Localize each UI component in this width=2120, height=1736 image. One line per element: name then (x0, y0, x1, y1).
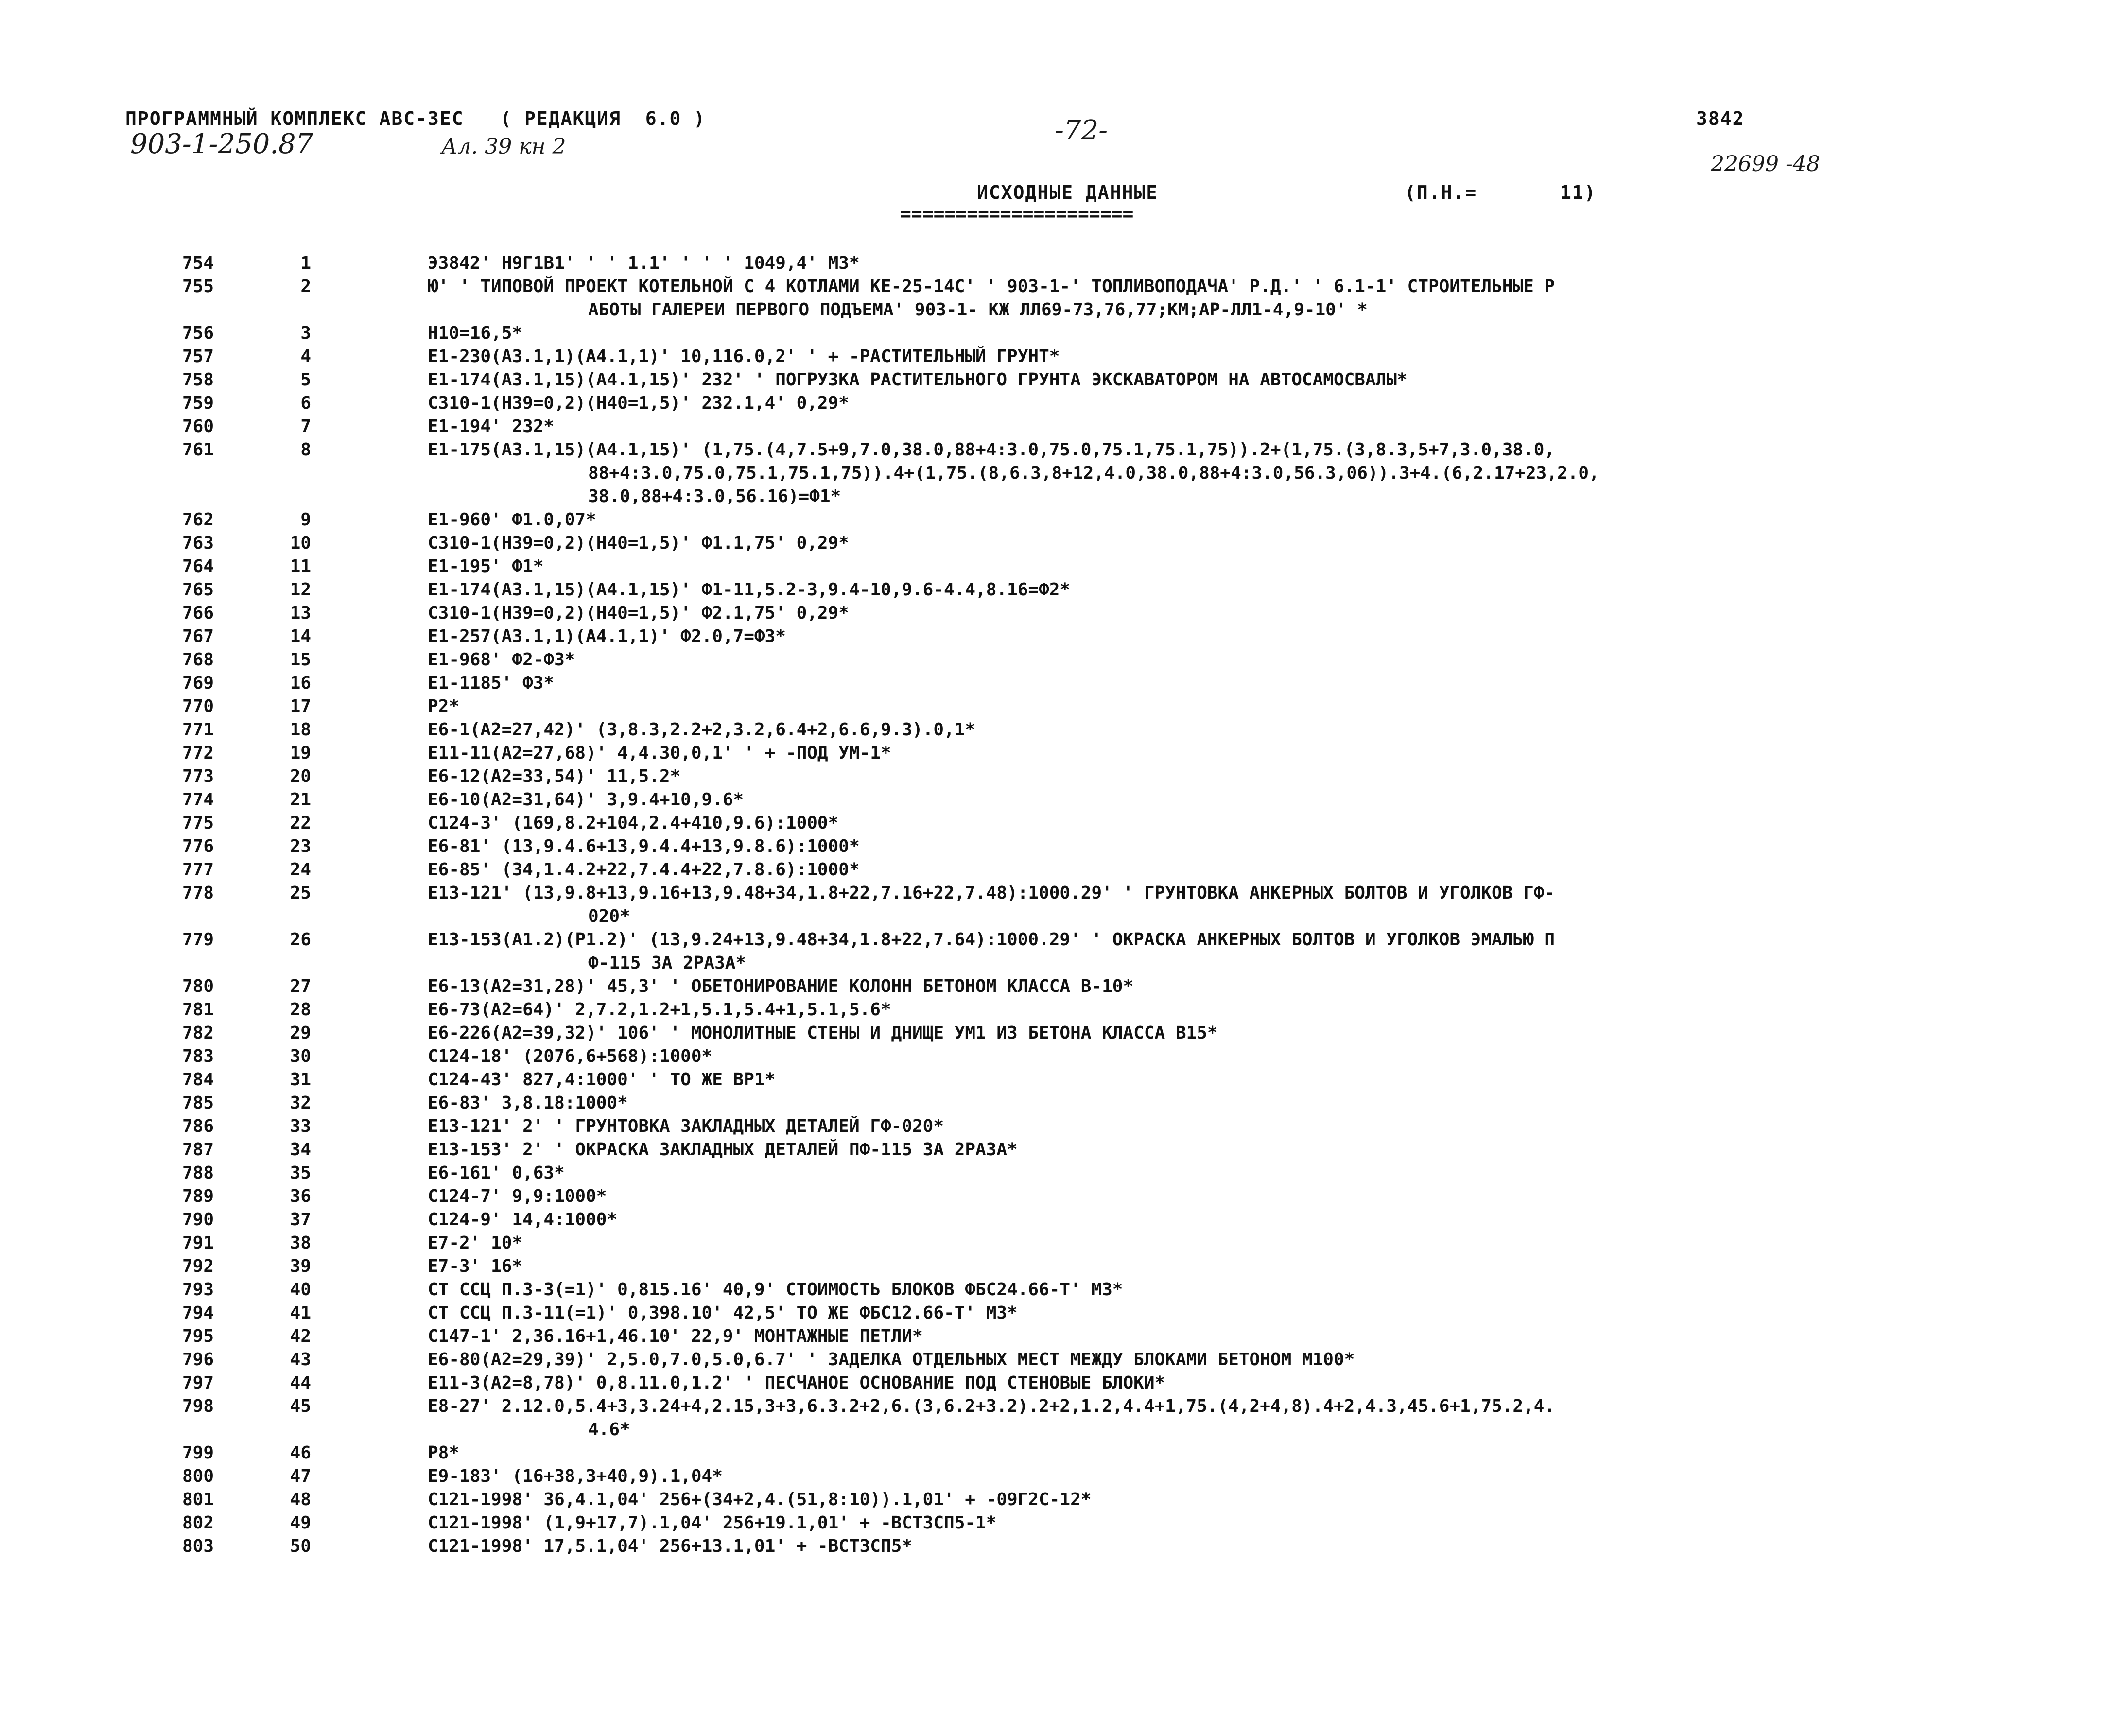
row-text (428, 1302, 1983, 1325)
row-sequence-number: 801 (182, 1490, 214, 1510)
row-text (428, 998, 1983, 1022)
row-line-number: 41 (290, 1303, 311, 1323)
row-text (428, 765, 1983, 788)
row-text (428, 788, 1983, 812)
listing-row (0, 858, 2120, 882)
row-text-line: С124-9' 14,4:1000* (428, 1210, 618, 1230)
row-text-line: Е6-85' (34,1.4.2+22,7.4.4+22,7.8.6):1000* (428, 860, 860, 880)
listing-row (0, 1255, 2120, 1278)
row-text (428, 1255, 1983, 1278)
row-line-number: 13 (290, 603, 311, 623)
source-listing (0, 252, 2120, 1558)
listing-row (0, 1395, 2120, 1441)
row-sequence-number: 781 (182, 1000, 214, 1020)
row-line-number: 6 (300, 393, 311, 413)
row-text-line: Е6-83' 3,8.18:1000* (428, 1093, 628, 1113)
row-line-number: 21 (290, 790, 311, 810)
row-text (428, 1045, 1983, 1068)
row-sequence-number: 780 (182, 976, 214, 996)
row-text (428, 392, 1983, 415)
row-line-number: 3 (300, 323, 311, 343)
listing-row (0, 368, 2120, 392)
row-sequence-number: 759 (182, 393, 214, 413)
row-text-line: Е6-161' 0,63* (428, 1163, 565, 1183)
row-sequence-number: 776 (182, 836, 214, 856)
listing-row (0, 415, 2120, 438)
row-line-number: 35 (290, 1163, 311, 1183)
row-line-number: 30 (290, 1046, 311, 1066)
row-text-line: Е6-226(А2=39,32)' 106' ' МОНОЛИТНЫЕ СТЕНЫ И ДНИЩЕ УМ1 ИЗ БЕТОНА КЛАССА В15* (428, 1023, 1218, 1043)
listing-row (0, 1302, 2120, 1325)
row-text (428, 718, 1983, 742)
row-line-number: 10 (290, 533, 311, 553)
listing-row (0, 555, 2120, 578)
row-sequence-number: 782 (182, 1023, 214, 1043)
row-text-line: Е1-174(А3.1,15)(А4.1,15)' 232' ' ПОГРУЗКА РАСТИТЕЛЬНОГО ГРУНТА ЭКСКАВАТОРОМ НА АВТОСАМОСВАЛЫ* (428, 370, 1408, 390)
row-line-number: 15 (290, 650, 311, 670)
row-text-line: Е11-3(А2=8,78)' 0,8.11.0,1.2' ' ПЕСЧАНОЕ ОСНОВАНИЕ ПОД СТЕНОВЫЕ БЛОКИ* (428, 1373, 1165, 1393)
row-sequence-number: 777 (182, 860, 214, 880)
row-text (428, 532, 1983, 555)
listing-row (0, 1232, 2120, 1255)
row-text (428, 1138, 1983, 1162)
row-text-line: Е6-1(А2=27,42)' (3,8.3,2.2+2,3.2,6.4+2,6.6,9.3).0,1* (428, 720, 976, 740)
row-line-number: 45 (290, 1396, 311, 1416)
row-text-line: Е1-175(А3.1,15)(А4.1,15)' (1,75.(4,7.5+9,7.0,38.0,88+4:3.0,75.0,75.1,75.1,75)).2+(1,75.(3,8.3,5+7,3.0,38.0, (428, 440, 1555, 460)
row-text-line: С124-3' (169,8.2+104,2.4+410,9.6):1000* (428, 813, 839, 833)
row-sequence-number: 783 (182, 1046, 214, 1066)
row-text-line: Е9-183' (16+38,3+40,9).1,04* (428, 1466, 723, 1486)
row-text-line: Е6-81' (13,9.4.6+13,9.4.4+13,9.8.6):1000* (428, 836, 860, 856)
listing-row (0, 928, 2120, 975)
row-sequence-number: 785 (182, 1093, 214, 1113)
row-line-number: 31 (290, 1070, 311, 1090)
listing-row (0, 998, 2120, 1022)
row-line-number: 20 (290, 766, 311, 786)
row-sequence-number: 791 (182, 1233, 214, 1253)
row-text (428, 1278, 1983, 1302)
row-sequence-number: 797 (182, 1373, 214, 1393)
row-line-number: 46 (290, 1443, 311, 1463)
row-line-number: 49 (290, 1513, 311, 1533)
pn-label: (П.Н.= (1405, 182, 1477, 203)
row-line-number: 11 (290, 556, 311, 576)
row-sequence-number: 773 (182, 766, 214, 786)
row-text (428, 1348, 1983, 1371)
listing-row (0, 1511, 2120, 1535)
row-sequence-number: 760 (182, 417, 214, 436)
row-line-number: 7 (300, 417, 311, 436)
row-text (428, 1511, 1983, 1535)
row-text-line: С121-1998' (1,9+17,7).1,04' 256+19.1,01' + -ВСТ3СП5-1* (428, 1513, 997, 1533)
section-title: ИСХОДНЫЕ ДАННЫЕ (977, 182, 1159, 203)
row-text-line: Е1-230(А3.1,1)(А4.1,1)' 10,116.0,2' ' + -РАСТИТЕЛЬНЫЙ ГРУНТ* (428, 347, 1060, 366)
row-sequence-number: 778 (182, 883, 214, 903)
row-line-number: 17 (290, 696, 311, 716)
row-text-line: Е1-257(А3.1,1)(А4.1,1)' Ф2.0,7=Ф3* (428, 626, 786, 646)
row-text-line: С121-1998' 17,5.1,04' 256+13.1,01' + -ВСТ3СП5* (428, 1536, 912, 1556)
row-line-number: 36 (290, 1186, 311, 1206)
row-line-number: 12 (290, 580, 311, 600)
listing-row (0, 438, 2120, 508)
row-sequence-number: 795 (182, 1326, 214, 1346)
row-text (428, 275, 1983, 322)
listing-row (0, 1068, 2120, 1092)
listing-row (0, 1441, 2120, 1465)
row-text (428, 695, 1983, 718)
row-text-line: С124-7' 9,9:1000* (428, 1186, 607, 1206)
listing-row (0, 1488, 2120, 1511)
listing-row (0, 742, 2120, 765)
row-text (428, 975, 1983, 998)
row-text (428, 1535, 1983, 1558)
row-sequence-number: 799 (182, 1443, 214, 1463)
row-line-number: 18 (290, 720, 311, 740)
row-text-line: Е1-174(А3.1,15)(А4.1,15)' Ф1-11,5.2-3,9.4-10,9.6-4.4,8.16=Ф2* (428, 580, 1071, 600)
row-text (428, 882, 1983, 928)
row-text-continuation: 020* (588, 906, 630, 926)
row-line-number: 9 (300, 510, 311, 530)
row-sequence-number: 775 (182, 813, 214, 833)
row-text-line: С121-1998' 36,4.1,04' 256+(34+2,4.(51,8:10)).1,01' + -09Г2С-12* (428, 1490, 1092, 1510)
row-text (428, 858, 1983, 882)
row-line-number: 38 (290, 1233, 311, 1253)
row-sequence-number: 757 (182, 347, 214, 366)
listing-row (0, 345, 2120, 368)
row-sequence-number: 802 (182, 1513, 214, 1533)
listing-row (0, 718, 2120, 742)
row-line-number: 14 (290, 626, 311, 646)
row-line-number: 26 (290, 930, 311, 950)
row-text-line: Е1-960' Ф1.0,07* (428, 510, 596, 530)
row-sequence-number: 758 (182, 370, 214, 390)
row-line-number: 44 (290, 1373, 311, 1393)
page-marker: -72- (1055, 115, 1108, 146)
listing-row (0, 602, 2120, 625)
row-text (428, 415, 1983, 438)
row-sequence-number: 756 (182, 323, 214, 343)
pn-value: 11) (1560, 182, 1597, 203)
row-text-line: Е1-968' Ф2-Ф3* (428, 650, 575, 670)
listing-row (0, 1325, 2120, 1348)
row-line-number: 5 (300, 370, 311, 390)
row-sequence-number: 798 (182, 1396, 214, 1416)
row-sequence-number: 761 (182, 440, 214, 460)
doc-code: 903-1-250.87 (130, 128, 313, 160)
row-text (428, 1371, 1983, 1395)
row-text-line: Е13-121' 2' ' ГРУНТОВКА ЗАКЛАДНЫХ ДЕТАЛЕЙ ГФ-020* (428, 1116, 944, 1136)
row-line-number: 42 (290, 1326, 311, 1346)
row-text-line: С124-18' (2076,6+568):1000* (428, 1046, 712, 1066)
listing-row (0, 835, 2120, 858)
row-text (428, 812, 1983, 835)
row-text-line: Е1-195' Ф1* (428, 556, 544, 576)
listing-row (0, 1115, 2120, 1138)
listing-row (0, 252, 2120, 275)
listing-row (0, 788, 2120, 812)
row-sequence-number: 765 (182, 580, 214, 600)
row-sequence-number: 786 (182, 1116, 214, 1136)
row-text (428, 1232, 1983, 1255)
row-text-line: Е6-10(А2=31,64)' 3,9.4+10,9.6* (428, 790, 744, 810)
row-text (428, 1162, 1983, 1185)
row-sequence-number: 771 (182, 720, 214, 740)
listing-row (0, 508, 2120, 532)
section-underline: ===================== (900, 203, 1134, 225)
row-sequence-number: 794 (182, 1303, 214, 1323)
row-text-continuation: АБОТЫ ГАЛЕРЕИ ПЕРВОГО ПОДЪЕМА' 903-1- КЖ ЛЛ69-73,76,77;КМ;АР-ЛЛ1-4,9-10' * (588, 300, 1368, 320)
listing-row (0, 1138, 2120, 1162)
row-text-line: С147-1' 2,36.16+1,46.10' 22,9' МОНТАЖНЫЕ ПЕТЛИ* (428, 1326, 923, 1346)
row-line-number: 23 (290, 836, 311, 856)
row-text (428, 1208, 1983, 1232)
row-sequence-number: 800 (182, 1466, 214, 1486)
row-text (428, 1441, 1983, 1465)
listing-row (0, 1208, 2120, 1232)
listing-row (0, 765, 2120, 788)
row-sequence-number: 772 (182, 743, 214, 763)
row-text-line: Е8-27' 2.12.0,5.4+3,3.24+4,2.15,3+3,6.3.2+2,6.(3,6.2+3.2).2+2,1.2,4.4+1,75.(4,2+4,8).4+2,4.3,45.6+1,75.2,4. (428, 1396, 1555, 1416)
listing-row (0, 648, 2120, 672)
listing-row (0, 322, 2120, 345)
registration-number: 22699 -48 (1711, 152, 1820, 176)
row-text (428, 648, 1983, 672)
row-text-line: Е6-80(А2=29,39)' 2,5.0,7.0,5.0,6.7' ' ЗАДЕЛКА ОТДЕЛЬНЫХ МЕСТ МЕЖДУ БЛОКАМИ БЕТОНОМ М100* (428, 1350, 1355, 1370)
row-text-line: Е7-3' 16* (428, 1256, 523, 1276)
row-sequence-number: 788 (182, 1163, 214, 1183)
row-sequence-number: 790 (182, 1210, 214, 1230)
row-text-line: Е7-2' 10* (428, 1233, 523, 1253)
row-text-line: Е13-153(А1.2)(Р1.2)' (13,9.24+13,9.48+34,1.8+22,7.64):1000.29' ' ОКРАСКА АНКЕРНЫХ БОЛТОВ И УГОЛКОВ ЭМАЛЬЮ П (428, 930, 1555, 950)
row-line-number: 1 (300, 253, 311, 273)
row-line-number: 43 (290, 1350, 311, 1370)
row-sequence-number: 793 (182, 1280, 214, 1300)
row-line-number: 29 (290, 1023, 311, 1043)
row-text (428, 1395, 1983, 1441)
row-sequence-number: 774 (182, 790, 214, 810)
listing-row (0, 532, 2120, 555)
row-sequence-number: 755 (182, 277, 214, 296)
sheet-number: 3842 (1696, 108, 1745, 129)
row-text (428, 1092, 1983, 1115)
row-text (428, 1325, 1983, 1348)
row-text-line: СТ ССЦ П.3-3(=1)' 0,815.16' 40,9' СТОИМОСТЬ БЛОКОВ ФБС24.66-Т' М3* (428, 1280, 1123, 1300)
row-sequence-number: 787 (182, 1140, 214, 1160)
row-text (428, 578, 1983, 602)
row-text-line: Е6-12(А2=33,54)' 11,5.2* (428, 766, 681, 786)
row-text (428, 1185, 1983, 1208)
row-sequence-number: 770 (182, 696, 214, 716)
row-text-line: Е13-121' (13,9.8+13,9.16+13,9.48+34,1.8+22,7.16+22,7.48):1000.29' ' ГРУНТОВКА АНКЕРНЫХ БОЛТОВ И УГОЛКОВ ГФ- (428, 883, 1555, 903)
row-text-line: Н10=16,5* (428, 323, 523, 343)
row-text-line: СТ ССЦ П.3-11(=1)' 0,398.10' 42,5' ТО ЖЕ ФБС12.66-Т' М3* (428, 1303, 1018, 1323)
row-line-number: 4 (300, 347, 311, 366)
row-text (428, 1465, 1983, 1488)
listing-row (0, 882, 2120, 928)
row-text-line: С124-43' 827,4:1000' ' ТО ЖЕ ВР1* (428, 1070, 776, 1090)
row-text-line: Э3842' Н9Г1В1' ' ' 1.1' ' ' ' 1049,4' М3* (428, 253, 860, 273)
listing-row (0, 1348, 2120, 1371)
row-sequence-number: 767 (182, 626, 214, 646)
row-line-number: 2 (300, 277, 311, 296)
row-text (428, 1115, 1983, 1138)
row-text-line: Е1-194' 232* (428, 417, 555, 436)
listing-row (0, 1535, 2120, 1558)
row-sequence-number: 796 (182, 1350, 214, 1370)
row-line-number: 22 (290, 813, 311, 833)
listing-row (0, 1371, 2120, 1395)
row-text-continuation: Ф-115 ЗА 2РАЗА* (588, 953, 747, 973)
row-line-number: 47 (290, 1466, 311, 1486)
row-line-number: 32 (290, 1093, 311, 1113)
row-text (428, 508, 1983, 532)
listing-row (0, 812, 2120, 835)
row-text-line: Е6-73(А2=64)' 2,7.2,1.2+1,5.1,5.4+1,5.1,5.6* (428, 1000, 891, 1020)
row-text-line: Р2* (428, 696, 460, 716)
listing-row (0, 1185, 2120, 1208)
row-text-continuation: 4.6* (588, 1420, 630, 1440)
row-line-number: 16 (290, 673, 311, 693)
row-sequence-number: 768 (182, 650, 214, 670)
row-text-line: Е6-13(А2=31,28)' 45,3' ' ОБЕТОНИРОВАНИЕ КОЛОНН БЕТОНОМ КЛАССА В-10* (428, 976, 1134, 996)
listing-row (0, 392, 2120, 415)
row-text (428, 928, 1983, 975)
listing-row (0, 275, 2120, 322)
program-title: ПРОГРАММНЫЙ КОМПЛЕКС АВС-ЗЕС ( РЕДАКЦИЯ 6.0 ) (125, 108, 706, 129)
row-text (428, 438, 1983, 508)
row-sequence-number: 754 (182, 253, 214, 273)
row-text (428, 1488, 1983, 1511)
row-sequence-number: 792 (182, 1256, 214, 1276)
row-text (428, 252, 1983, 275)
row-sequence-number: 769 (182, 673, 214, 693)
row-line-number: 19 (290, 743, 311, 763)
listing-row (0, 672, 2120, 695)
row-text-line: С310-1(Н39=0,2)(Н40=1,5)' Ф2.1,75' 0,29* (428, 603, 849, 623)
row-line-number: 25 (290, 883, 311, 903)
row-sequence-number: 789 (182, 1186, 214, 1206)
row-line-number: 37 (290, 1210, 311, 1230)
row-line-number: 48 (290, 1490, 311, 1510)
row-text (428, 1022, 1983, 1045)
row-text (428, 742, 1983, 765)
listing-row (0, 1162, 2120, 1185)
row-text (428, 345, 1983, 368)
listing-row (0, 1465, 2120, 1488)
row-line-number: 33 (290, 1116, 311, 1136)
listing-row (0, 1022, 2120, 1045)
row-text-line: Р8* (428, 1443, 460, 1463)
listing-row (0, 1092, 2120, 1115)
row-line-number: 27 (290, 976, 311, 996)
row-sequence-number: 764 (182, 556, 214, 576)
row-text (428, 1068, 1983, 1092)
row-text (428, 602, 1983, 625)
listing-row (0, 975, 2120, 998)
row-text-continuation: 38.0,88+4:3.0,56.16)=Ф1* (588, 486, 841, 506)
row-line-number: 39 (290, 1256, 311, 1276)
row-text (428, 672, 1983, 695)
listing-row (0, 1045, 2120, 1068)
row-text (428, 625, 1983, 648)
row-line-number: 8 (300, 440, 311, 460)
row-sequence-number: 779 (182, 930, 214, 950)
row-line-number: 34 (290, 1140, 311, 1160)
row-text-line: С310-1(Н39=0,2)(Н40=1,5)' Ф1.1,75' 0,29* (428, 533, 849, 553)
row-text-continuation: 88+4:3.0,75.0,75.1,75.1,75)).4+(1,75.(8,6.3,8+12,4.0,38.0,88+4:3.0,56.3,06)).3+4.(6,2.17+23,2.0, (588, 463, 1599, 483)
row-sequence-number: 762 (182, 510, 214, 530)
row-sequence-number: 803 (182, 1536, 214, 1556)
row-text (428, 835, 1983, 858)
row-text (428, 322, 1983, 345)
row-sequence-number: 763 (182, 533, 214, 553)
listing-row (0, 695, 2120, 718)
row-text-line: С310-1(Н39=0,2)(Н40=1,5)' 232.1,4' 0,29* (428, 393, 849, 413)
row-line-number: 28 (290, 1000, 311, 1020)
listing-row (0, 625, 2120, 648)
row-text-line: Е13-153' 2' ' ОКРАСКА ЗАКЛАДНЫХ ДЕТАЛЕЙ ПФ-115 ЗА 2РАЗА* (428, 1140, 1018, 1160)
row-line-number: 24 (290, 860, 311, 880)
row-text (428, 368, 1983, 392)
listing-row (0, 1278, 2120, 1302)
row-line-number: 50 (290, 1536, 311, 1556)
row-text (428, 555, 1983, 578)
album-ref: Ал. 39 кн 2 (441, 134, 566, 159)
row-text-line: Е1-1185' Ф3* (428, 673, 555, 693)
row-sequence-number: 784 (182, 1070, 214, 1090)
row-text-line: Ю' ' ТИПОВОЙ ПРОЕКТ КОТЕЛЬНОЙ С 4 КОТЛАМИ КЕ-25-14С' ' 903-1-' ТОПЛИВОПОДАЧА' Р.Д.' ' 6.1-1' СТРОИТЕЛЬНЫЕ Р (428, 277, 1555, 296)
row-line-number: 40 (290, 1280, 311, 1300)
listing-row (0, 578, 2120, 602)
row-sequence-number: 766 (182, 603, 214, 623)
row-text-line: Е11-11(А2=27,68)' 4,4.30,0,1' ' + -ПОД УМ-1* (428, 743, 891, 763)
